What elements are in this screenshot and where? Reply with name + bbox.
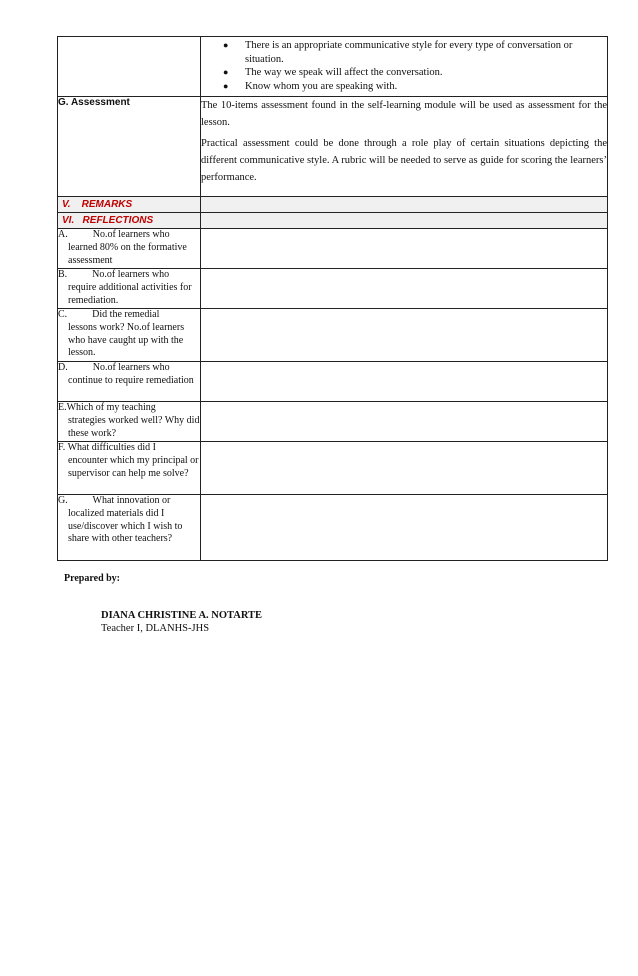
- lesson-plan-table: [57, 36, 608, 561]
- reflection-answer[interactable]: [201, 442, 608, 495]
- bullet-item: ● Know whom you are speaking with.: [223, 80, 599, 94]
- reflection-row-a: [58, 229, 608, 269]
- reflection-answer[interactable]: [201, 309, 608, 362]
- signatory-name: DIANA CHRISTINE A. NOTARTE: [101, 610, 263, 621]
- reflection-answer[interactable]: [201, 362, 608, 402]
- reflection-row-b: [58, 269, 608, 309]
- reflection-row-g: [58, 495, 608, 561]
- signatory-position: Teacher I, DLANHS-JHS: [101, 623, 210, 634]
- reflection-answer[interactable]: [201, 402, 608, 442]
- reflection-question: E.Which of my teaching strategies worked well? Why did these work?: [58, 402, 201, 442]
- assessment-label: G. Assessment: [58, 97, 201, 197]
- reflection-row-e: [58, 402, 608, 442]
- signatory-block: [101, 609, 262, 635]
- assessment-row: [58, 97, 608, 197]
- bullet-list: [201, 37, 607, 95]
- bullet-item: ● There is an appropriate communicative style for every type of conversation or situation.: [223, 39, 599, 66]
- reflection-question: C. Did the remedial lessons work? No.of learners who have caught up with the lesson.: [58, 309, 201, 362]
- reflections-cell: [201, 213, 608, 229]
- reflection-question: D. No.of learners who continue to require remediation: [58, 362, 201, 402]
- remarks-cell: [201, 197, 608, 213]
- remarks-row: [58, 197, 608, 213]
- assessment-paragraph: Practical assessment could be done through a role play of certain situations depicting the different communicative style. A rubric will be needed to serve as guide for scoring the learners’ performance.: [201, 138, 607, 183]
- remarks-heading: V. REMARKS: [58, 197, 201, 213]
- reflection-row-c: [58, 309, 608, 362]
- assessment-text: [201, 97, 608, 197]
- reflection-question: F. What difficulties did I encounter which my principal or supervisor can help me solve?: [58, 442, 201, 495]
- assessment-paragraph: The 10-items assessment found in the self-learning module will be used as assessment for the lesson.: [201, 100, 607, 128]
- bullets-cell: [201, 37, 608, 97]
- reflection-question: A. No.of learners who learned 80% on the formative assessment: [58, 229, 201, 269]
- reflection-answer[interactable]: [201, 269, 608, 309]
- bullet-item: ● The way we speak will affect the conversation.: [223, 66, 599, 80]
- reflection-question: B. No.of learners who require additional activities for remediation.: [58, 269, 201, 309]
- reflection-row-d: [58, 362, 608, 402]
- prepared-by-label: Prepared by:: [64, 573, 121, 584]
- reflections-row: [58, 213, 608, 229]
- reflection-row-f: [58, 442, 608, 495]
- reflection-answer[interactable]: [201, 495, 608, 561]
- reflection-question: G. What innovation or localized materials did I use/discover which I wish to share with other teachers?: [58, 495, 201, 561]
- reflections-heading: VI. REFLECTIONS: [58, 213, 201, 229]
- bullets-row: [58, 37, 608, 97]
- empty-cell: [58, 37, 201, 97]
- reflection-answer[interactable]: [201, 229, 608, 269]
